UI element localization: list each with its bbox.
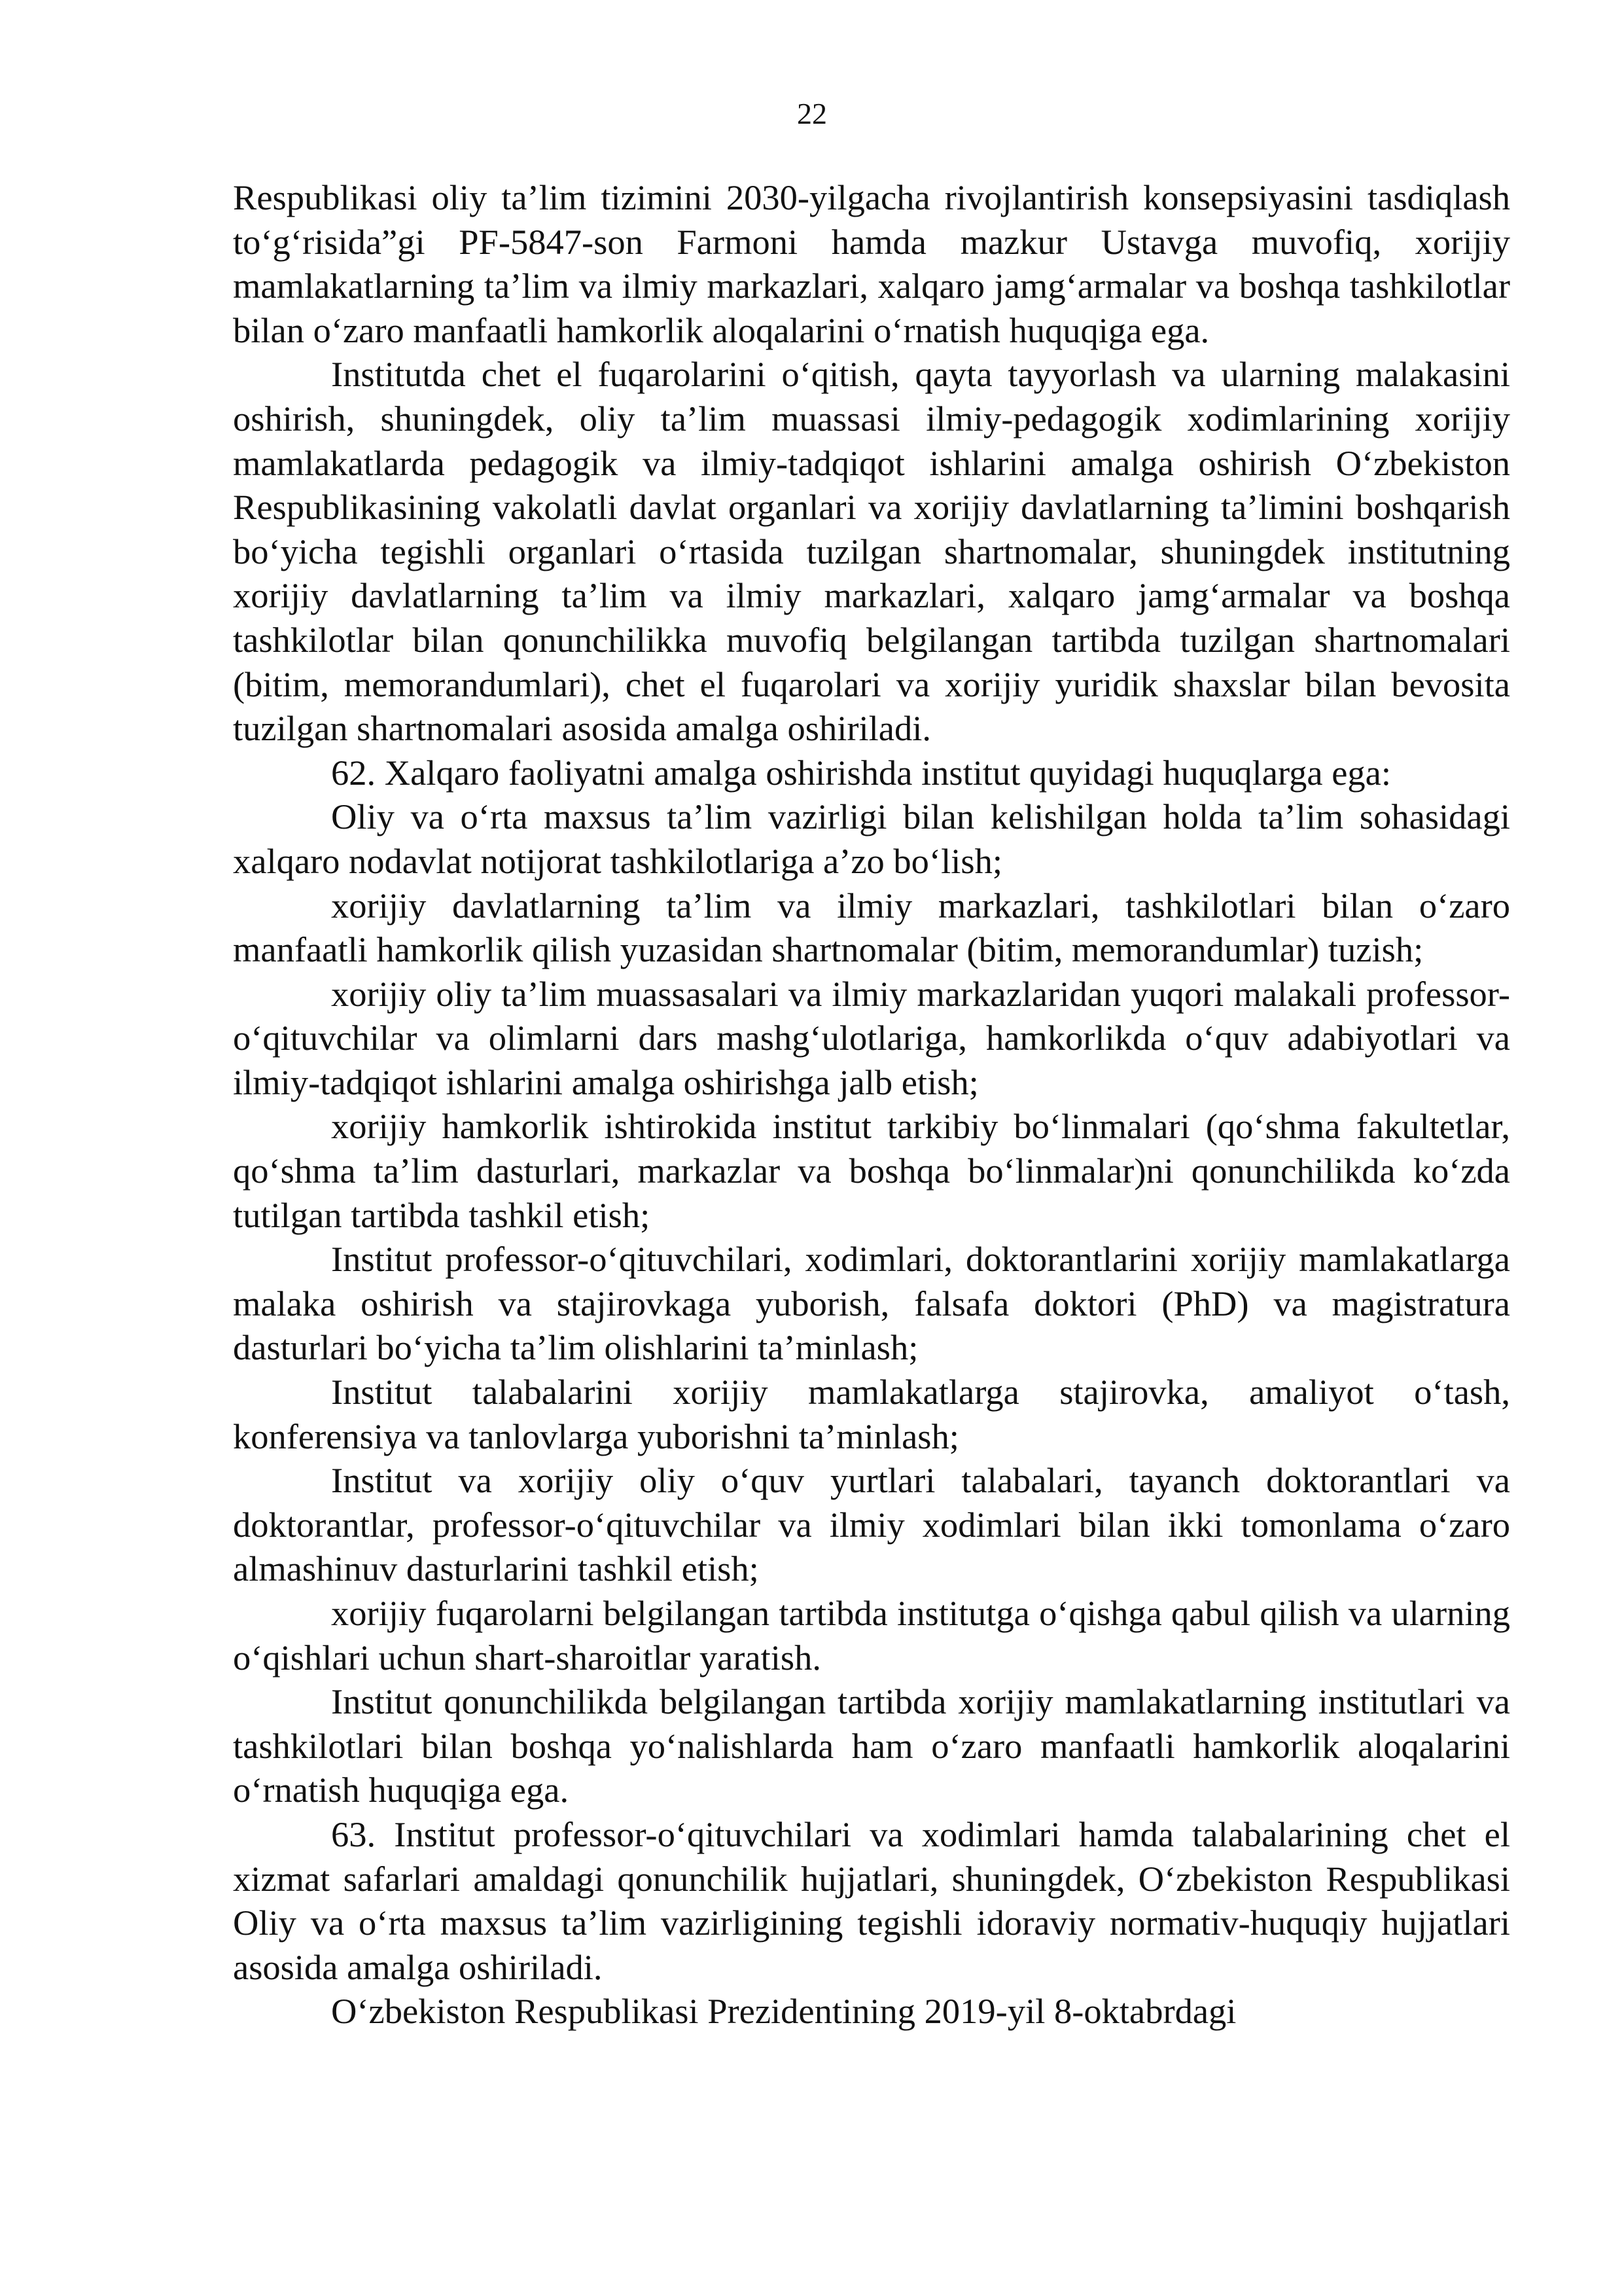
body-paragraph: O‘zbekiston Respublikasi Prezidentining 2019-yil 8-oktabrdagi (331, 1991, 1237, 2032)
body-paragraph: Institutda chet el fuqarolarini o‘qitish, qayta tayyorlash va ularning malakasini oshirish, shuningdek, oliy ta’lim muassasi ilmiy-pedagogik xodimlarining xorijiy mamlakatlarda pedagogik va ilmiy-tadqiqot ishlarini amalga oshirish O‘zbekiston Respublikasining vakolatli davlat organlari va xorijiy davlatlarning ta’limini boshqarish bo‘yicha tegishli organlari o‘rtasida tuzilgan shartnomalar, shuningdek institutning xorijiy davlatlarning ta’lim va ilmiy markazlari, xalqaro jamg‘armalar va boshqa tashkilotlar bilan qonunchilikka muvofiq belgilangan tartibda tuzilgan shartnomalari (bitim, memorandumlari), chet el fuqarolari va xorijiy yuridik shaxslar bilan bevosita tuzilgan shartnomalari asosida amalga oshiriladi. (233, 354, 1510, 749)
section-62-heading: 62. Xalqaro faoliyatni amalga oshirishda institut quyidagi huquqlarga ega: (331, 752, 1391, 793)
list-item: xorijiy davlatlarning ta’lim va ilmiy markazlari, tashkilotlari bilan o‘zaro manfaatli hamkorlik qilish yuzasidan shartnomalar (bitim, memorandumlar) tuzish; (233, 885, 1510, 970)
list-item: Institut talabalarini xorijiy mamlakatlarga stajirovka, amaliyot o‘tash, konferensiya va tanlovlarga yuborishni ta’minlash; (233, 1372, 1510, 1456)
list-item: xorijiy fuqarolarni belgilangan tartibda institutga o‘qishga qabul qilish va ularning o‘qishlari uchun shart-sharoitlar yaratish. (233, 1593, 1510, 1677)
section-63-paragraph: 63. Institut professor-o‘qituvchilari va xodimlari hamda talabalarining chet el xizmat safarlari amaldagi qonunchilik hujjatlari, shuningdek, O‘zbekiston Respublikasi Oliy va o‘rta maxsus ta’lim vazirligining tegishli idoraviy normativ-huquqiy hujjatlari asosida amalga oshiriladi. (233, 1814, 1510, 1987)
body-paragraph: Institut qonunchilikda belgilangan tartibda xorijiy mamlakatlarning institutlari va tashkilotlari bilan boshqa yo‘nalishlarda ham o‘zaro manfaatli hamkorlik aloqalarini o‘rnatish huquqiga ega. (233, 1681, 1510, 1810)
document-body (233, 175, 1510, 2034)
list-item: xorijiy oliy ta’lim muassasalari va ilmiy markazlaridan yuqori malakali professor-o‘qituvchilar va olimlarni dars mashg‘ulotlariga, hamkorlikda o‘quv adabiyotlari va ilmiy-tadqiqot ishlarini amalga oshirishga jalb etish; (233, 973, 1510, 1102)
list-item: xorijiy hamkorlik ishtirokida institut tarkibiy bo‘linmalari (qo‘shma fakultetlar, qo‘shma ta’lim dasturlari, markazlar va boshqa bo‘linmalar)ni qonunchilikda ko‘zda tutilgan tartibda tashkil etish; (233, 1106, 1510, 1235)
list-item: Oliy va o‘rta maxsus ta’lim vazirligi bilan kelishilgan holda ta’lim sohasidagi xalqaro nodavlat notijorat tashkilotlariga a’zo bo‘lish; (233, 797, 1510, 881)
body-paragraph: Respublikasi oliy ta’lim tizimini 2030-yilgacha rivojlantirish konsepsiyasini tasdiqlash to‘g‘risida”gi PF-5847-son Farmoni hamda mazkur Ustavga muvofiq, xorijiy mamlakatlarning ta’lim va ilmiy markazlari, xalqaro jamg‘armalar va boshqa tashkilotlar bilan o‘zaro manfaatli hamkorlik aloqalarini o‘rnatish huquqiga ega. (233, 177, 1510, 350)
list-item: Institut va xorijiy oliy o‘quv yurtlari talabalari, tayanch doktorantlari va doktorantlar, professor-o‘qituvchilar va ilmiy xodimlari bilan ikki tomonlama o‘zaro almashinuv dasturlarini tashkil etish; (233, 1460, 1510, 1589)
page-number: 22 (797, 97, 827, 130)
list-item: Institut professor-o‘qituvchilari, xodimlari, doktorantlarini xorijiy mamlakatlarga malaka oshirish va stajirovkaga yuborish, falsafa doktori (PhD) va magistratura dasturlari bo‘yicha ta’lim olishlarini ta’minlash; (233, 1239, 1510, 1368)
